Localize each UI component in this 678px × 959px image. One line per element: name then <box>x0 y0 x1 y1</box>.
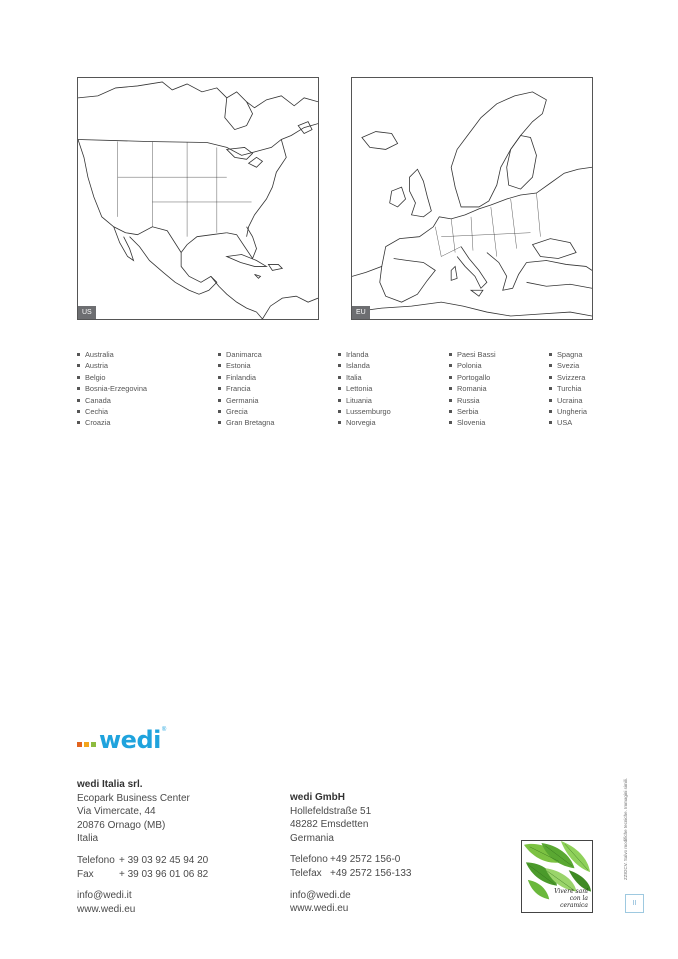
eu-map-label: EU <box>352 306 370 319</box>
country-item: Australia <box>77 349 147 360</box>
badge-slogan-line: Vivere sani <box>554 888 588 895</box>
country-item: Lettonia <box>338 383 391 394</box>
country-item: Cechia <box>77 406 147 417</box>
address-line: 20876 Ornago (MB) <box>77 819 166 831</box>
logo-dots <box>77 742 96 747</box>
country-item: Lituania <box>338 395 391 406</box>
fax-row <box>290 867 411 881</box>
country-item: Slovenia <box>449 417 496 428</box>
country-item: Francia <box>218 383 274 394</box>
fax-number: + 39 03 96 01 06 82 <box>119 868 209 880</box>
fax-label: Telefax <box>290 867 322 879</box>
country-item: Russia <box>449 395 496 406</box>
country-item: Estonia <box>218 360 274 371</box>
logo-dot-2 <box>84 742 89 747</box>
ceramics-badge <box>521 840 593 913</box>
country-item: Norvegia <box>338 417 391 428</box>
address-line: Germania <box>290 832 334 844</box>
address-line: Hollefeldstraße 51 <box>290 805 372 817</box>
address-wedi-gmbh <box>290 791 411 916</box>
country-list-col-1 <box>77 349 147 429</box>
address-line: Italia <box>77 833 99 845</box>
website-link[interactable]: www.wedi.eu <box>77 903 136 915</box>
phone-number: + 39 03 92 45 94 20 <box>119 854 209 866</box>
page-number: II <box>625 894 644 913</box>
country-item: Ucraina <box>549 395 587 406</box>
eu-map-outline <box>352 78 592 319</box>
country-item: Romania <box>449 383 496 394</box>
country-item: Germania <box>218 395 274 406</box>
country-item: Serbia <box>449 406 496 417</box>
country-item: Croazia <box>77 417 147 428</box>
us-map <box>77 77 319 320</box>
country-item: Polonia <box>449 360 496 371</box>
country-item: Irlanda <box>338 349 391 360</box>
us-map-label: US <box>78 306 96 319</box>
country-item: Svezia <box>549 360 587 371</box>
fax-label: Fax <box>77 868 94 880</box>
fax-row <box>77 868 208 882</box>
country-item: Austria <box>77 360 147 371</box>
country-item: Italia <box>338 372 391 383</box>
phone-label: Telefono <box>77 854 115 866</box>
country-item: Gran Bretagna <box>218 417 274 428</box>
badge-slogan-line: con la <box>569 895 588 902</box>
phone-number: +49 2572 156-0 <box>330 854 401 866</box>
country-item: Ungheria <box>549 406 587 417</box>
country-item: Lussemburgo <box>338 406 391 417</box>
country-item: Paesi Bassi <box>449 349 496 360</box>
phone-row <box>77 854 208 868</box>
phone-label: Telefono <box>290 854 328 866</box>
company-name: wedi GmbH <box>290 792 346 803</box>
eu-map <box>351 77 593 320</box>
logo-registered-mark: ® <box>161 727 167 733</box>
email-link[interactable]: info@wedi.de <box>290 889 351 901</box>
address-wedi-italia <box>77 778 208 916</box>
country-item: Islanda <box>338 360 391 371</box>
country-item: Danimarca <box>218 349 274 360</box>
us-map-outline <box>78 78 318 319</box>
badge-slogan-line: ceramica <box>560 902 588 909</box>
logo-dot-1 <box>77 742 82 747</box>
country-list-col-2 <box>218 349 274 429</box>
country-item: Canada <box>77 395 147 406</box>
website-link[interactable]: www.wedi.eu <box>290 903 349 915</box>
country-item: Belgio <box>77 372 147 383</box>
country-list-col-3 <box>338 349 391 429</box>
country-item: Svizzera <box>549 372 587 383</box>
logo-wordmark: wedi <box>99 726 161 754</box>
email-link[interactable]: info@wedi.it <box>77 890 132 902</box>
badge-slogan <box>554 888 588 909</box>
company-name: wedi Italia srl. <box>77 779 143 790</box>
legal-note: ZZ82CV. Salvo modifiche tecniche. Immagini simili. <box>623 778 628 880</box>
address-line: 48282 Emsdetten <box>290 819 369 831</box>
country-item: Portogallo <box>449 372 496 383</box>
phone-row <box>290 853 411 867</box>
country-item: Spagna <box>549 349 587 360</box>
country-item: Finlandia <box>218 372 274 383</box>
country-list-col-4 <box>449 349 496 429</box>
logo-dot-3 <box>91 742 96 747</box>
address-line: Via Vimercate, 44 <box>77 806 156 818</box>
wedi-logo <box>77 726 167 754</box>
country-item: Bosnia-Erzegovina <box>77 383 147 394</box>
country-list-col-5 <box>549 349 587 429</box>
country-item: Grecia <box>218 406 274 417</box>
country-item: USA <box>549 417 587 428</box>
country-item: Turchia <box>549 383 587 394</box>
fax-number: +49 2572 156-133 <box>330 867 412 879</box>
address-line: Ecopark Business Center <box>77 792 190 804</box>
